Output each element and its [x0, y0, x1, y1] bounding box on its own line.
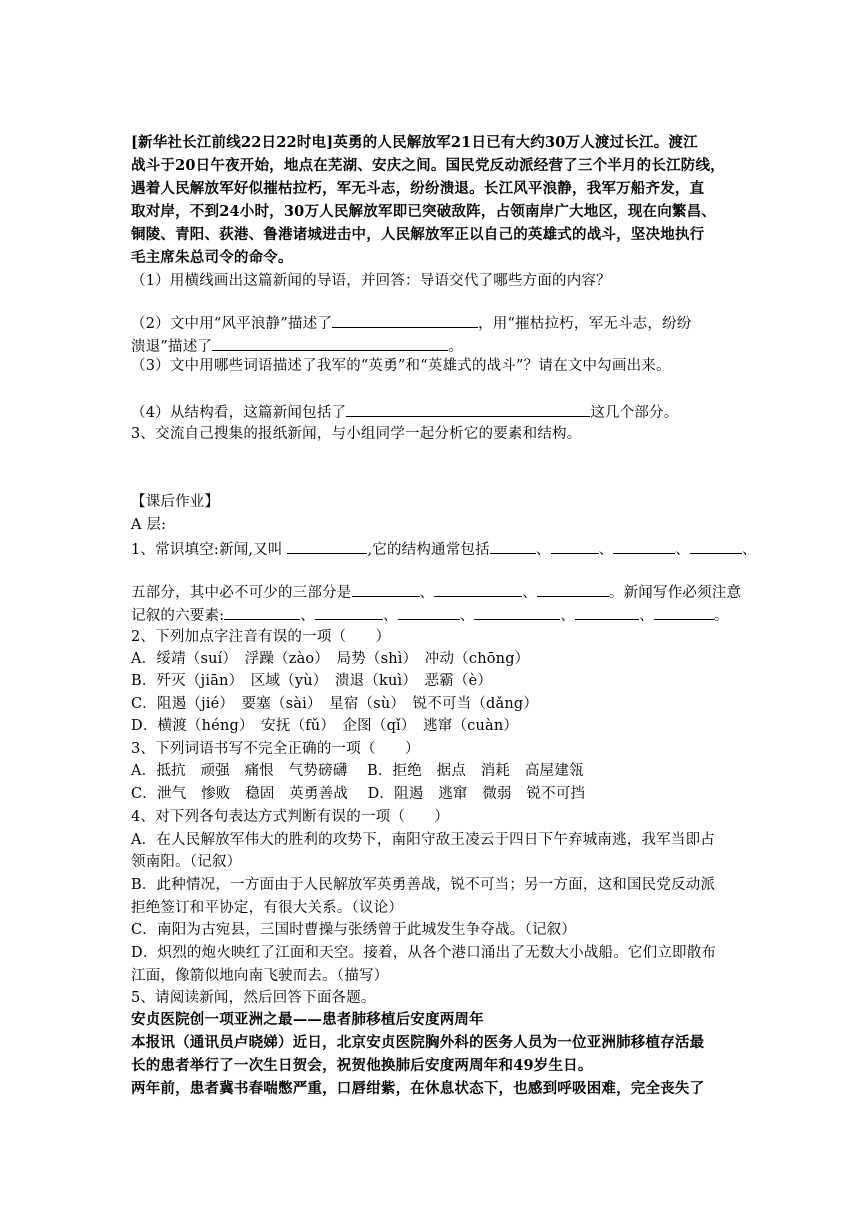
- item-3: 3、交流自己搜集的报纸新闻，与小组同学一起分析它的要素和结构。: [131, 426, 582, 442]
- q4-text-2: 这几个部分。: [590, 405, 679, 421]
- hw1-blank-9[interactable]: [224, 603, 300, 620]
- hw4-line-5: C．南阳为古宛县，三国时曹操与张绣曾于此城发生争夺战。（记叙）: [131, 922, 577, 938]
- hw1-sep-10: 、: [560, 608, 576, 624]
- hw1-sep-9: 、: [459, 608, 475, 624]
- q2-text-4: 。: [448, 339, 463, 355]
- question-4: [131, 400, 731, 424]
- q2-text-2: ，用“摧枯拉朽，军无斗志，纷纷: [478, 316, 692, 332]
- hw4-line-7: 江面，像箭似地向南飞驶而去。（描写）: [131, 968, 389, 984]
- hw1-sep-2: 、: [598, 542, 614, 558]
- hw1-blank-1[interactable]: [287, 537, 367, 554]
- hw1-sep-7: 、: [300, 608, 315, 624]
- hw1-blank-6[interactable]: [352, 580, 420, 597]
- hw1-text-2: ,它的结构通常包括: [367, 542, 490, 558]
- hw1-sep-5: 、: [419, 585, 435, 601]
- hw3-options-ab: A．抵抗 顽强 痛恨 气势磅礴 B．拒绝 据点 消耗 高屋建瓴: [131, 763, 584, 779]
- hw2-question: 2、下列加点字注音有误的一项（ ）: [131, 629, 391, 645]
- news2-line-3: 两年前，患者冀书春喘憋严重，口唇绀紫，在休息状态下，也感到呼吸困难，完全丧失了: [131, 1080, 705, 1097]
- hw1-line-2: [131, 580, 742, 604]
- news-line-1: [新华社长江前线22日22时电]英勇的人民解放军21日已有大约30万人渡过长江。渡江: [131, 134, 698, 151]
- hw1-blank-7[interactable]: [434, 580, 522, 597]
- news-line-2: 战斗于20日午夜开始，地点在芜湖、安庆之间。国民党反动派经营了三个半月的长江防线，: [131, 157, 725, 174]
- hw4-question: 4、对下列各句表达方式判断有误的一项（ ）: [131, 809, 450, 825]
- hw1-text-5: 记叙的六要素:: [131, 608, 225, 624]
- hw1-blank-3[interactable]: [551, 537, 599, 554]
- hw1-text-3: 五部分，其中必不可少的三部分是: [131, 585, 352, 601]
- question-3: （3）文中用哪些词语描述了我军的“英勇”和“英雄式的战斗”？请在文中勾画出来。: [131, 358, 671, 374]
- q2-blank-2[interactable]: [212, 334, 448, 351]
- hw1-text-4: 。新闻写作必须注意: [608, 585, 742, 601]
- hw1-blank-12[interactable]: [474, 603, 560, 620]
- hw4-line-1: A．在人民解放军伟大的胜利的攻势下，南阳守敌王凌云于四日下午弃城南逃，我军当即占: [131, 832, 715, 848]
- question-2-line-1: [131, 311, 731, 335]
- hw2-option-b: B．歼灭（jiān） 区域（yù） 溃退（kuì） 恶霸（è）: [131, 673, 493, 689]
- news2-line-1: 本报讯（通讯员卢晓娣）近日，北京安贞医院胸外科的医务人员为一位亚洲肺移植存活最: [131, 1034, 705, 1051]
- hw1-sep-6: 、: [522, 585, 537, 601]
- hw3-options-cd: C．泄气 惨败 稳固 英勇善战 D．阻遏 逃窜 微弱 锐不可挡: [131, 786, 586, 802]
- news-line-4: 取对岸，不到24小时，30万人民解放军即已突破敌阵，占领南岸广大地区，现在向繁昌、: [131, 203, 717, 220]
- hw1-sep-11: 、: [639, 608, 654, 624]
- hw1-sep-4: 、: [741, 542, 757, 558]
- hw1-text-1: 1、常识填空:新闻,又叫: [131, 542, 283, 558]
- q4-blank[interactable]: [346, 400, 590, 417]
- news-line-3: 遇着人民解放军好似摧枯拉朽，军无斗志，纷纷溃退。长江风平浪静，我军万船齐发，直: [131, 180, 705, 197]
- hw4-line-2: 领南阳。（记叙）: [131, 854, 242, 870]
- hw5-question: 5、请阅读新闻，然后回答下面各题。: [131, 990, 376, 1006]
- news-line-5: 铜陵、青阳、荻港、鲁港诸城进击中，人民解放军正以自己的英雄式的战斗，坚决地执行: [131, 226, 705, 243]
- hw4-line-3: B．此种情况，一方面由于人民解放军英勇善战，锐不可当；另一方面，这和国民党反动派: [131, 877, 716, 893]
- hw1-text-6: 。: [713, 608, 729, 624]
- hw1-line-1: [131, 537, 757, 561]
- hw1-line-3: [131, 603, 731, 627]
- hw2-option-c: C．阻遏（jié） 要塞（sài） 星宿（sù） 锐不可当（dǎng）: [131, 696, 539, 712]
- hw1-blank-11[interactable]: [398, 603, 460, 620]
- homework-title: 【课后作业】: [131, 494, 220, 510]
- news2-line-2: 长的患者举行了一次生日贺会，祝贺他换肺后安度两周年和49岁生日。: [131, 1057, 593, 1074]
- hw1-sep-3: 、: [675, 542, 690, 558]
- q4-text-1: （4）从结构看，这篇新闻包括了: [131, 405, 347, 421]
- news-line-6: 毛主席朱总司令的命令。: [131, 249, 293, 266]
- q2-text-1: （2）文中用“风平浪静”描述了: [131, 316, 333, 332]
- hw1-blank-2[interactable]: [490, 537, 536, 554]
- level-label: A 层:: [131, 517, 167, 533]
- q2-blank-1[interactable]: [332, 311, 478, 328]
- hw1-sep-1: 、: [535, 542, 551, 558]
- hw1-blank-5[interactable]: [690, 537, 742, 554]
- hw1-blank-14[interactable]: [654, 603, 714, 620]
- news2-headline: 安贞医院创一项亚洲之最——患者肺移植后安度两周年: [131, 1011, 484, 1028]
- hw1-blank-10[interactable]: [315, 603, 383, 620]
- hw1-sep-8: 、: [383, 608, 398, 624]
- hw1-blank-13[interactable]: [575, 603, 639, 620]
- hw2-option-a: A．绥靖（suí） 浮躁（zào） 局势（shì） 冲动（chōng）: [131, 651, 530, 667]
- hw4-line-4: 拒绝签订和平协定，有很大关系。（议论）: [131, 900, 404, 916]
- question-1: （1）用横线画出这篇新闻的导语，并回答：导语交代了哪些方面的内容？: [131, 273, 611, 289]
- hw1-blank-4[interactable]: [613, 537, 675, 554]
- hw1-blank-8[interactable]: [537, 580, 609, 597]
- q2-text-3: 溃退”描述了: [131, 339, 213, 355]
- hw3-question: 3、下列词语书写不完全正确的一项（ ）: [131, 741, 420, 757]
- hw2-option-d: D．横渡（héng） 安抚（fǔ） 企图（qǐ） 逃窜（cuàn）: [131, 718, 519, 734]
- hw4-line-6: D．炽烈的炮火映红了江面和天空。接着，从各个港口涌出了无数大小战船。它们立即散布: [131, 945, 717, 961]
